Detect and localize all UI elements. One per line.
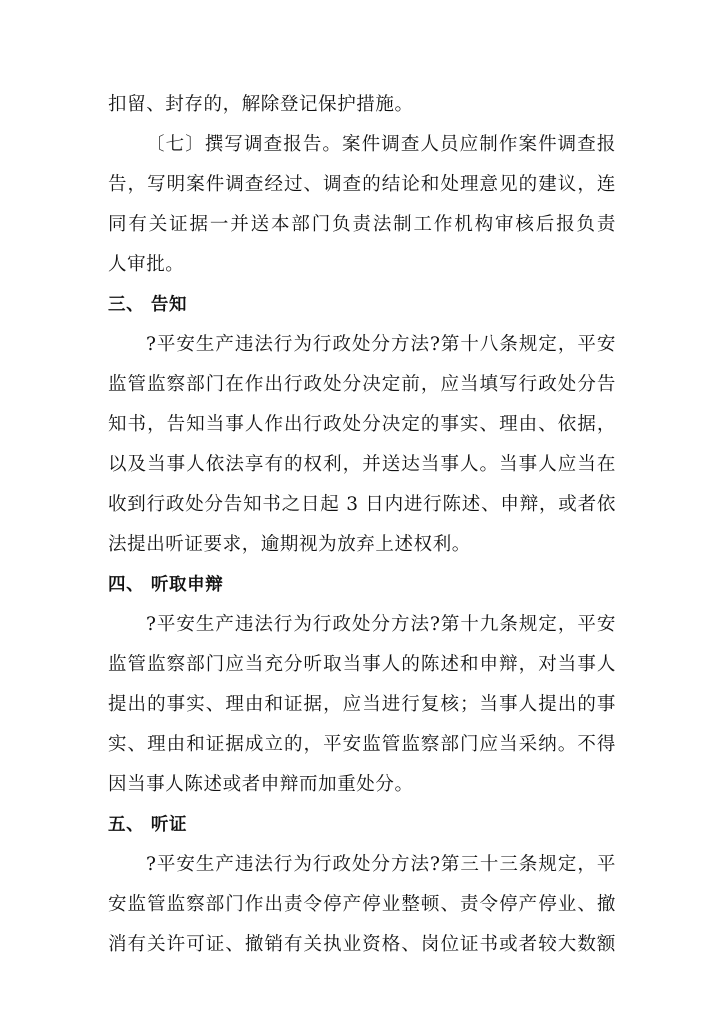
- paragraph-line: 人审批。: [108, 254, 185, 275]
- paragraph-line: ?平安生产违法行为行政处分方法?第十八条规定，平安: [146, 334, 616, 355]
- paragraph-line: 法提出听证要求，逾期视为放弃上述权利。: [108, 534, 471, 555]
- paragraph-line: 知书，告知当事人作出行政处分决定的事实、理由、依据，: [108, 414, 616, 435]
- paragraph-line: 同有关证据一并送本部门负责法制工作机构审核后报负责: [108, 214, 616, 235]
- paragraph-line: 扣留、封存的，解除登记保护措施。: [108, 94, 414, 115]
- section-heading: 五、 听证: [108, 815, 188, 835]
- section-heading: 三、 告知: [108, 295, 188, 315]
- paragraph-line: 监管监察部门在作出行政处分决定前，应当填写行政处分告: [108, 374, 616, 395]
- paragraph-line: 安监管监察部门作出责令停产停业整顿、责令停产停业、撤: [108, 894, 616, 915]
- paragraph-line: ?平安生产违法行为行政处分方法?第三十三条规定，平: [146, 854, 616, 875]
- paragraph-line: 监管监察部门应当充分听取当事人的陈述和申辩，对当事人: [108, 654, 616, 675]
- paragraph-line: 消有关许可证、撤销有关执业资格、岗位证书或者较大数额: [108, 934, 616, 955]
- paragraph-line: ?平安生产违法行为行政处分方法?第十九条规定，平安: [146, 614, 616, 635]
- paragraph-line: 〔七〕撰写调查报告。案件调查人员应制作案件调查报: [146, 134, 616, 155]
- paragraph-line: 实、理由和证据成立的，平安监管监察部门应当采纳。不得: [108, 734, 616, 755]
- paragraph-line: 以及当事人依法享有的权利，并送达当事人。当事人应当在: [108, 454, 616, 475]
- paragraph-line: 提出的事实、理由和证据，应当进行复核；当事人提出的事: [108, 694, 616, 715]
- section-heading: 四、 听取申辩: [108, 575, 224, 595]
- paragraph-line: 因当事人陈述或者申辩而加重处分。: [108, 774, 414, 795]
- paragraph-line: 告，写明案件调查经过、调查的结论和处理意见的建议，连: [108, 174, 616, 195]
- paragraph-line: 收到行政处分告知书之日起 3 日内进行陈述、申辩，或者依: [108, 494, 616, 515]
